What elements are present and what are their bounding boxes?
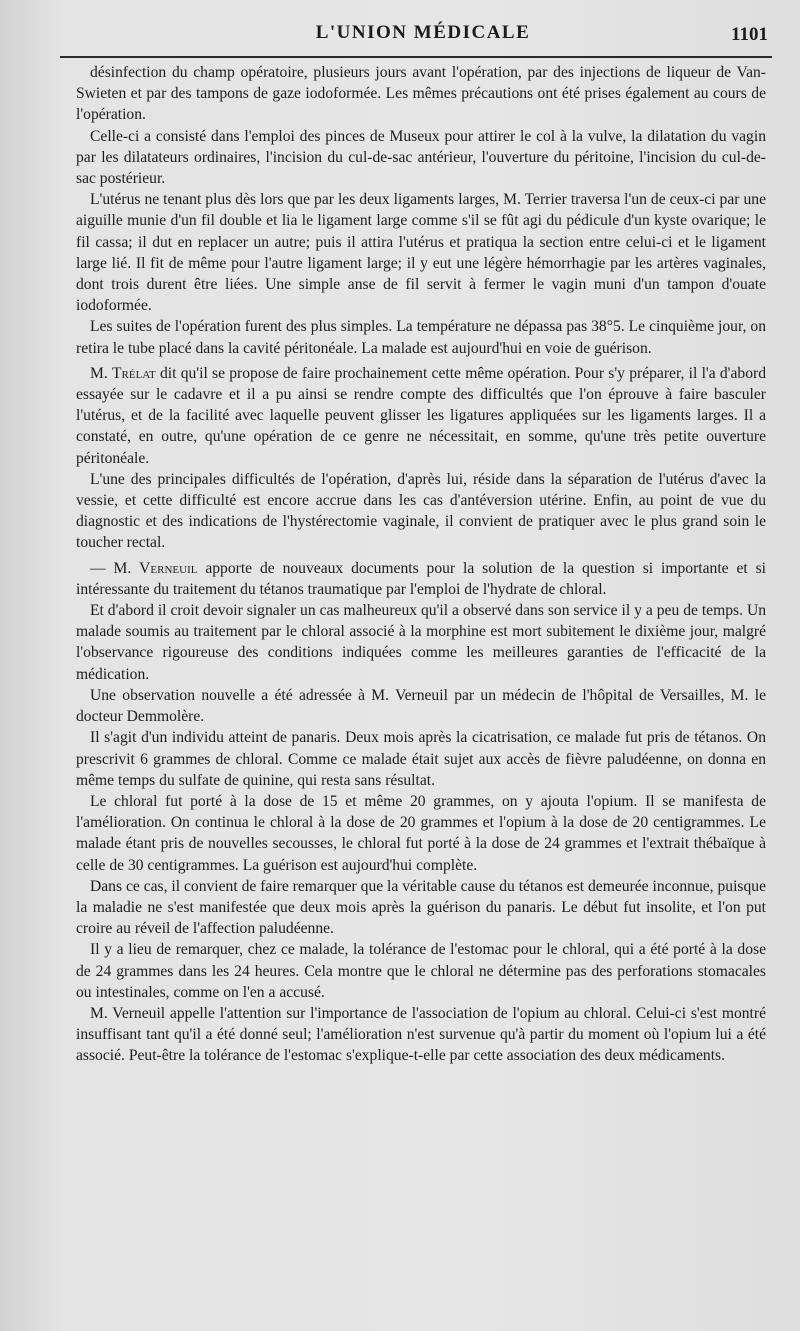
paragraph-text: dit qu'il se propose de faire prochainement cette même opération. Pour s'y préparer, il l'a d'abord essayée sur le cadavre et il a pu ainsi se rendre compte des difficultés que l'on éprouve à faire basculer l'utérus, et de la facilité avec laquelle peuvent glisser les ligatures appliquées sur les ligaments larges. Il a constaté, en outre, qu'une opération de ce genre ne nécessitait, en somme, qu'une très petite ouverture péritonéale. xyxy=(76,364,766,467)
page-number: 1101 xyxy=(731,24,768,45)
paragraph: Les suites de l'opération furent des plus simples. La température ne dépassa pas 38°5. Le cinquième jour, on retira le tube placé dans la cavité péritonéale. La malade est aujourd'hui en voie de guérison. xyxy=(76,318,766,357)
paragraph: Le chloral fut porté à la dose de 15 et même 20 grammes, on y ajouta l'opium. Il se manifesta de l'amélioration. On continua le chloral à la dose de 20 grammes et l'opium à la dose de 20 centigrammes. Le malade étant pris de nouvelles secousses, le chloral fut porté à la dose de 24 grammes et l'extrait thébaïque à celle de 30 centigrammes. La guérison est aujourd'hui complète. xyxy=(76,792,766,874)
paragraph: L'utérus ne tenant plus dès lors que par les deux ligaments larges, M. Terrier traversa l'un de ceux-ci par une aiguille munie d'un fil double et lia le ligament large comme s'il se fût agi du pédicule d'un kyste ovarique; le fil cassa; il dut en replacer un autre; puis il attira l'utérus et pratiqua la section entre celui-ci et le ligament large lié. Il fit de même pour l'autre ligament large; il y eut une légère hémorrhagie par les artères vaginales, dont trois durent être liées. Une simple anse de fil servit à fermer le vagin muni d'un tampon d'ouate iodoformée. xyxy=(76,191,766,315)
speaker-name: Trélat xyxy=(112,364,156,382)
paragraph: Une observation nouvelle a été adressée à M. Verneuil par un médecin de l'hôpital de Versailles, M. le docteur Demmolère. xyxy=(76,686,766,726)
paragraph: désinfection du champ opératoire, plusieurs jours avant l'opération, par des injections de liqueur de Van-Swieten et par des tampons de gaze iodoformée. Les mêmes précautions ont été prises également au cours de l'opération. xyxy=(76,64,766,124)
speaker-prefix: M. xyxy=(90,364,113,382)
page-header xyxy=(78,22,768,52)
speaker-prefix: — M. xyxy=(90,559,140,577)
paragraph: Dans ce cas, il convient de faire remarquer que la véritable cause du tétanos est demeurée inconnue, puisque la maladie ne s'est manifestée que deux mois après la guérison du panaris. Le début fut insolite, et l'on put croire au réveil de l'affection paludéenne. xyxy=(76,877,766,938)
speaker-name: Verneuil xyxy=(139,559,198,577)
article-body xyxy=(76,62,766,1067)
paragraph: Il s'agit d'un individu atteint de panaris. Deux mois après la cicatrisation, ce malade fut pris de tétanos. On prescrivit 6 grammes de chloral. Comme ce malade était sujet aux accès de fièvre paludéenne, on donna en même temps du sulfate de quinine, qui resta sans résultat. xyxy=(76,729,766,789)
header-rule xyxy=(60,56,772,58)
paragraph: Et d'abord il croit devoir signaler un cas malheureux qu'il a observé dans son service il y a peu de temps. Un malade soumis au traitement par le chloral associé à la morphine est mort subitement le dixième jour, malgré l'observance rigoureuse des conditions indiquées comme les meilleures garanties de l'efficacité de la médication. xyxy=(76,602,766,683)
paragraph-trelat xyxy=(76,363,766,469)
paragraph-verneuil xyxy=(76,558,766,600)
paragraph: Celle-ci a consisté dans l'emploi des pinces de Museux pour attirer le col à la vulve, la dilatation du vagin par les dilatateurs ordinaires, l'incision du cul-de-sac antérieur, l'ouverture du péritoine, l'incision du cul-de-sac postérieur. xyxy=(76,127,766,188)
paragraph: M. Verneuil appelle l'attention sur l'importance de l'association de l'opium au chloral. Celui-ci s'est montré insuffisant tant qu'il a été donné seul; l'amélioration n'est survenue qu'à partir du moment où l'opium lui a été associé. Peut-être la tolérance de l'estomac s'explique-t-elle par cette association des deux médicaments. xyxy=(76,1004,766,1065)
running-title: L'UNION MÉDICALE xyxy=(315,22,531,43)
paragraph: L'une des principales difficultés de l'opération, d'après lui, réside dans la séparation de l'utérus d'avec la vessie, et cette difficulté est encore accrue dans les cas d'antéversion utérine. Enfin, au point de vue du diagnostic et des indications de l'hystérectomie vaginale, il convient de pratiquer avec le plus grand soin le toucher rectal. xyxy=(76,470,766,552)
paragraph: Il y a lieu de remarquer, chez ce malade, la tolérance de l'estomac pour le chloral, qui a été porté à la dose de 24 grammes dans les 24 heures. Cela montre que le chloral ne détermine pas des perforations stomacales ou intestinales, comme on l'en a accusé. xyxy=(76,941,766,1001)
paragraph-text: apporte de nouveaux documents pour la solution de la question si importante et si intéressante du traitement du tétanos traumatique par l'emploi de l'hydrate de chloral. xyxy=(76,559,766,598)
